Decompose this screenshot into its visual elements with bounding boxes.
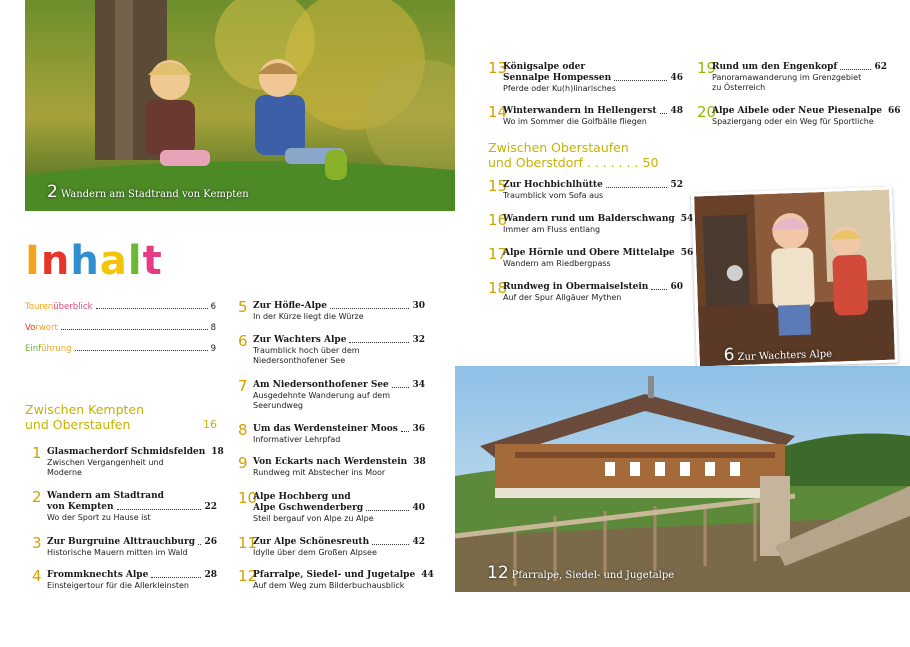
entry-subtitle: Immer am Fluss entlang: [503, 225, 601, 234]
entry-subtitle: zu Österreich: [712, 83, 766, 92]
entry-title-text: Zur Hochbichlhütte: [503, 180, 603, 190]
entry-title: [503, 214, 694, 225]
photo-kempten-caption: [47, 182, 249, 202]
entry-number: 10: [238, 489, 258, 507]
dot-leader: [75, 344, 208, 351]
photo-wachters-caption: [723, 342, 832, 366]
entry-title-text: Rund um den Engenkopf: [712, 62, 838, 72]
photo-wachters: [691, 187, 898, 370]
entry-body: [503, 282, 683, 303]
entry-title: [503, 62, 683, 73]
entry-title-text: von Kempten: [47, 502, 114, 512]
entry-title-text: Rundweg in Obermaiselstein: [503, 282, 649, 292]
label-part: überblick: [53, 301, 93, 312]
dot-leader: [614, 73, 667, 81]
dot-leader: [651, 282, 667, 290]
page-number: 40: [412, 503, 425, 513]
photo-kempten: [25, 0, 455, 211]
page-number: 28: [204, 570, 217, 580]
section-page: 50: [642, 155, 659, 170]
entry-title-text: Sennalpe Hompessen: [503, 73, 612, 83]
page-number: 52: [670, 180, 683, 190]
entry-body: [503, 248, 694, 269]
entry-body: [47, 491, 217, 523]
label-part: rwort: [35, 322, 58, 333]
entry-title-text: Um das Werdensteiner Moos: [253, 424, 398, 434]
entry-title: [253, 457, 425, 468]
page-number: 46: [670, 73, 683, 83]
entry-title-text: Zur Alpe Schönesreuth: [253, 537, 370, 547]
entry-subtitle: Auf der Spur Allgäuer Mythen: [503, 293, 622, 302]
dot-leader: [372, 537, 409, 545]
dot-leader: [392, 380, 410, 388]
entry-number: 19: [697, 59, 717, 77]
dot-leader: [366, 503, 409, 511]
page-number: 30: [412, 301, 425, 311]
entry-body: [503, 106, 683, 127]
page-number: 18: [211, 447, 224, 457]
front-matter-label: [25, 323, 58, 333]
entry-title: [253, 335, 425, 346]
page-number: 56: [680, 248, 694, 258]
entry-number: 1: [32, 444, 42, 462]
title-letter: n: [40, 238, 71, 284]
dot-leader: [401, 424, 410, 432]
entry-body: [47, 570, 217, 591]
entry-title-text: Von Eckarts nach Werdenstein: [253, 457, 408, 467]
caption-text: Pfarralpe, Siedel- und Jugetalpe: [511, 570, 675, 581]
page-number: 8: [210, 322, 216, 333]
entry-subtitle: Traumblick hoch über dem: [253, 346, 360, 355]
dot-leader: [61, 323, 208, 330]
entry-title: [47, 447, 224, 458]
entry-subtitle: In der Kürze liegt die Würze: [253, 312, 364, 321]
photo-pfarralpe: [455, 366, 910, 592]
entry-body: [253, 424, 425, 445]
entry-number: 15: [488, 177, 508, 195]
entry-body: [503, 214, 694, 235]
dot-leader: [117, 502, 202, 510]
caption-number: 12: [487, 563, 509, 583]
page-number: 44: [421, 570, 434, 580]
entry-subtitle: Traumblick vom Sofa aus: [503, 191, 604, 200]
page-number: 26: [204, 537, 217, 547]
section-page: 16: [203, 418, 217, 431]
section-line: und Oberstaufen: [25, 417, 131, 432]
entry-subtitle: Auf dem Weg zum Bilderbuchausblick: [253, 581, 405, 590]
entry-title-text: Königsalpe oder: [503, 62, 586, 72]
entry-subtitle: Rundweg mit Abstecher ins Moor: [253, 468, 386, 477]
photo-pfarralpe-caption: [487, 563, 674, 583]
dot-leader: [151, 570, 201, 578]
title-letter: a: [99, 238, 128, 284]
entry-title: [253, 570, 434, 581]
entry-title: [503, 180, 683, 191]
page-number: 9: [210, 343, 216, 354]
title-letter: t: [142, 238, 163, 284]
dot-leader: [349, 335, 409, 343]
label-part: ührung: [41, 343, 72, 354]
page-number: 66: [888, 106, 901, 116]
entry-number: 13: [488, 59, 508, 77]
title-letter: l: [127, 238, 143, 284]
page-number: 42: [412, 537, 425, 547]
entry-number: 6: [238, 332, 248, 350]
entry-subtitle: Informativer Lehrpfad: [253, 435, 341, 444]
entry-title-text: Glasmacherdorf Schmidsfelden: [47, 447, 206, 457]
dot-leader: [96, 302, 208, 309]
entry-body: [253, 301, 425, 322]
photo-wachters-image: [694, 190, 895, 367]
page-number: 54: [680, 214, 694, 224]
page-number: 36: [412, 424, 425, 434]
section-line: und Oberstdorf . . . . . . . 50: [488, 155, 659, 170]
entry-number: 17: [488, 245, 508, 263]
caption-text: Zur Wachters Alpe: [737, 348, 833, 364]
entry-number: 12: [238, 567, 258, 585]
entry-subtitle: Idylle über dem Großen Alpsee: [253, 548, 377, 557]
page-number: 60: [670, 282, 683, 292]
entry-title: [47, 491, 217, 502]
entry-body: [253, 570, 434, 591]
entry-subtitle: Wandern am Riedbergpass: [503, 259, 611, 268]
label-part: Vo: [25, 322, 36, 333]
page-number: 22: [204, 502, 217, 512]
page-number: 48: [670, 106, 683, 116]
entry-subtitle: Zwischen Vergangenheit und: [47, 458, 164, 467]
caption-number: 6: [723, 345, 735, 366]
photo-pfarralpe-image: [455, 366, 910, 592]
entry-title: [712, 62, 887, 73]
page-number: 62: [874, 62, 887, 72]
entry-number: 16: [488, 211, 508, 229]
page-number: 6: [210, 301, 216, 312]
entry-title-text: Frommknechts Alpe: [47, 570, 149, 580]
entry-title: [253, 492, 425, 503]
entry-title-text: Zur Burgruine Alttrauchburg: [47, 537, 196, 547]
entry-body: [712, 62, 887, 93]
dot-leader: [660, 106, 668, 114]
page-number: 34: [412, 380, 425, 390]
entry-subtitle: Panoramawanderung im Grenzgebiet: [712, 73, 862, 82]
entry-subtitle: Wo der Sport zu Hause ist: [47, 513, 151, 522]
entry-title: [503, 282, 683, 293]
entry-number: 9: [238, 454, 248, 472]
entry-body: [253, 537, 425, 558]
front-matter-label: [25, 302, 93, 312]
front-matter-item[interactable]: [25, 296, 216, 317]
entry-subtitle: Wo im Sommer die Golfbälle fliegen: [503, 117, 647, 126]
entry-title-text: Alpe Hörnle und Obere Mittelalpe: [503, 248, 675, 258]
entry-subtitle: Pferde oder Ku(h)linarisches: [503, 84, 616, 93]
entry-subtitle: Historische Mauern mitten im Wald: [47, 548, 188, 557]
section-heading-oberstaufen-oberstdorf: [488, 140, 683, 170]
entry-subtitle: Ausgedehnte Wanderung auf dem: [253, 391, 390, 400]
entry-number: 20: [697, 103, 717, 121]
section-heading-kempten-oberstaufen: [25, 402, 215, 432]
entry-subtitle: Einsteigertour für die Allerkleinsten: [47, 581, 189, 590]
entry-title-text: Pfarralpe, Siedel- und Jugetalpe: [253, 570, 416, 580]
dot-leader: [840, 62, 871, 70]
entry-title: [47, 537, 217, 548]
entry-subtitle: Niedersonthofener See: [253, 356, 346, 365]
caption-text: Wandern am Stadtrand von Kempten: [60, 189, 249, 200]
entry-body: [253, 457, 425, 478]
entry-body: [503, 62, 683, 94]
entry-subtitle: Seerundweg: [253, 401, 303, 410]
title-letter: h: [70, 238, 100, 284]
section-line: Zwischen Kempten: [25, 402, 145, 417]
entry-body: [253, 492, 425, 524]
label-part: Einf: [25, 343, 42, 354]
page-number: 38: [413, 457, 426, 467]
entry-number: 3: [32, 534, 42, 552]
entry-subtitle: Spaziergang oder ein Weg für Sportliche: [712, 117, 874, 126]
front-matter-label: [25, 344, 72, 354]
label-part: Touren: [25, 301, 54, 312]
entry-title: [47, 502, 217, 513]
front-matter-item[interactable]: [25, 317, 216, 338]
entry-title-text: Winterwandern in Hellengerst: [503, 106, 657, 116]
entry-title: [253, 301, 425, 312]
entry-title: [253, 380, 425, 391]
entry-body: [253, 335, 425, 366]
entry-body: [47, 447, 224, 478]
entry-title-text: Alpe Aibele oder Neue Piesenalpe: [712, 106, 883, 116]
entry-title-text: Zur Wachters Alpe: [253, 335, 347, 345]
dot-leader: [198, 537, 201, 545]
entry-title: [47, 570, 217, 581]
entry-title: [503, 248, 694, 259]
entry-subtitle: Steil bergauf von Alpe zu Alpe: [253, 514, 374, 523]
dot-leader: [330, 301, 410, 309]
front-matter-list: [25, 296, 216, 359]
entry-title: [253, 503, 425, 514]
entry-title-text: Wandern rund um Balderschwang: [503, 214, 675, 224]
entry-title-text: Zur Höfle-Alpe: [253, 301, 327, 311]
title-letter: I: [25, 238, 41, 284]
entry-number: 4: [32, 567, 42, 585]
entry-body: [712, 106, 901, 127]
entry-body: [503, 180, 683, 201]
entry-title: [253, 424, 425, 435]
page-number: 32: [412, 335, 425, 345]
entry-title-text: Alpe Gschwenderberg: [253, 503, 364, 513]
entry-number: 14: [488, 103, 508, 121]
photo-kempten-image: [25, 0, 455, 211]
entry-title-text: Alpe Hochberg und: [253, 492, 351, 502]
entry-number: 5: [238, 298, 248, 316]
entry-number: 2: [32, 488, 42, 506]
entry-number: 18: [488, 279, 508, 297]
entry-title: [712, 106, 901, 117]
entry-number: 8: [238, 421, 248, 439]
entry-title-text: Am Niedersonthofener See: [253, 380, 389, 390]
entry-title: [503, 73, 683, 84]
page-title: [25, 238, 163, 284]
section-line: Zwischen Oberstaufen: [488, 140, 629, 155]
front-matter-item[interactable]: [25, 338, 216, 359]
entry-title: [503, 106, 683, 117]
dot-leader: [606, 180, 668, 188]
entry-subtitle: Moderne: [47, 468, 82, 477]
entry-number: 11: [238, 534, 258, 552]
entry-number: 7: [238, 377, 248, 395]
caption-number: 2: [47, 182, 58, 202]
entry-body: [47, 537, 217, 558]
entry-title: [253, 537, 425, 548]
entry-title-text: Wandern am Stadtrand: [47, 491, 164, 501]
entry-body: [253, 380, 425, 411]
